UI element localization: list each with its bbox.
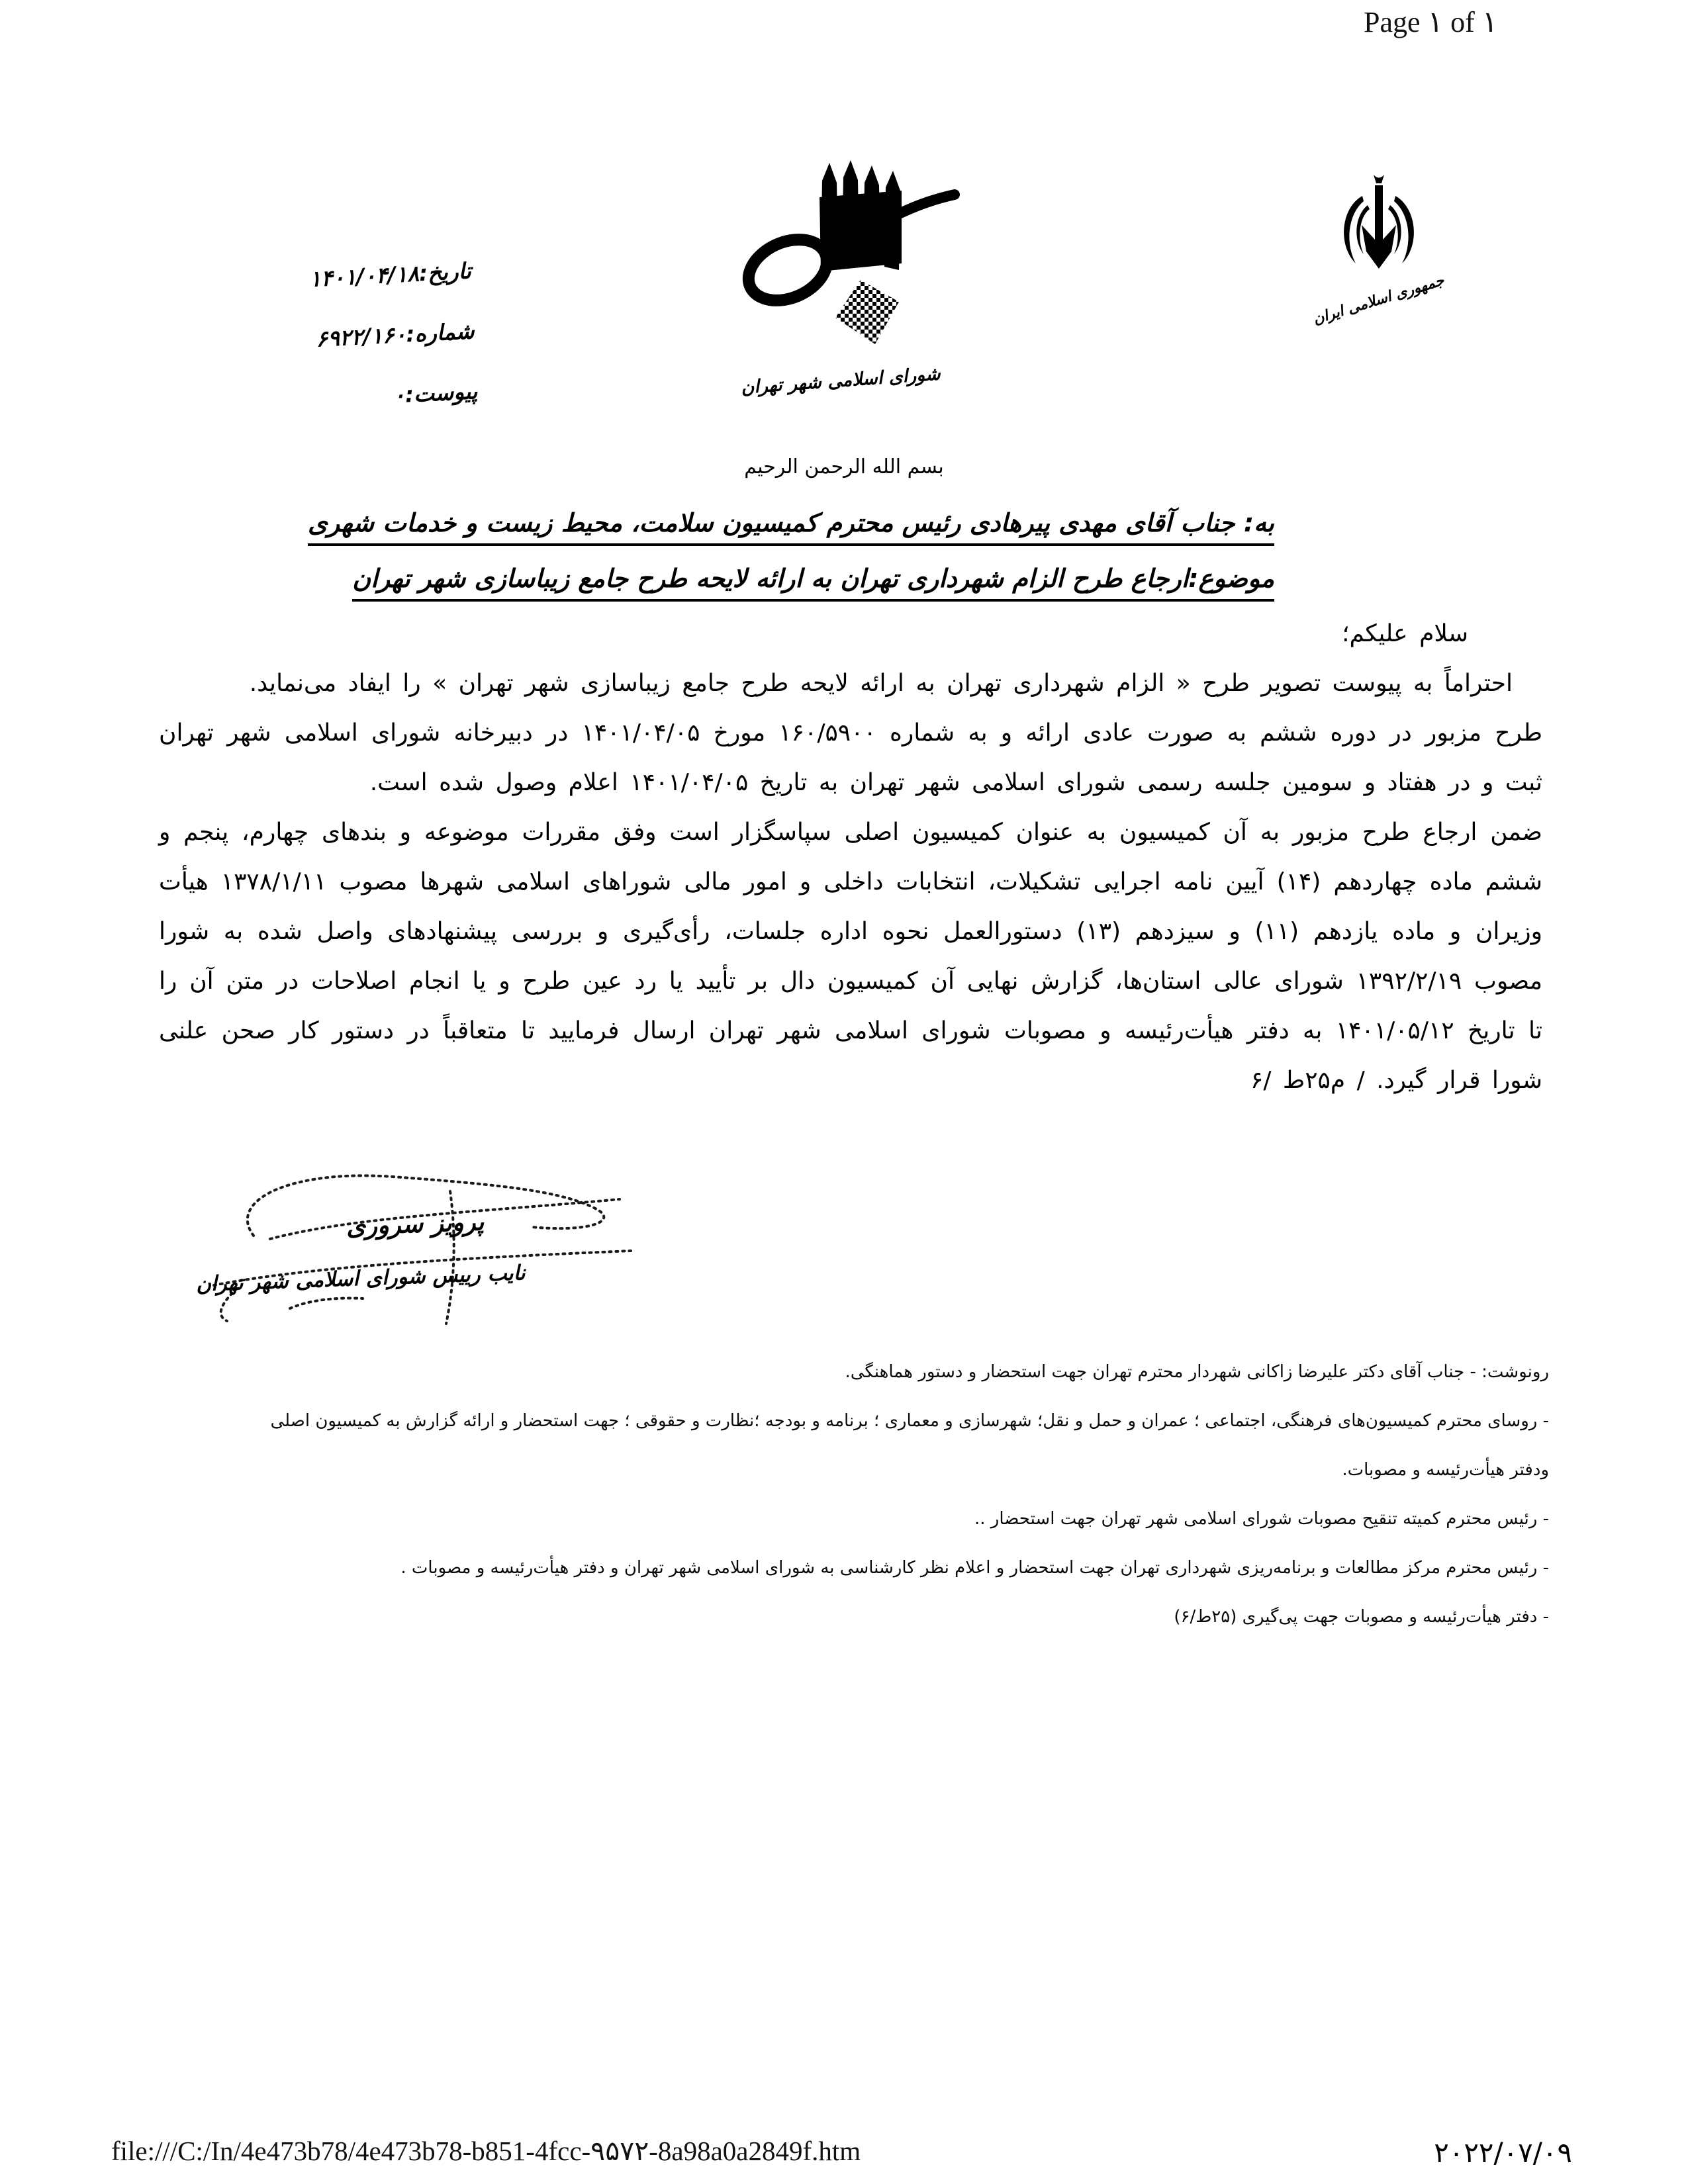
footer-date: ۲۰۲۲/۰۷/۰۹ [1434,2136,1572,2169]
salutation-line: سلام علیکم؛ [1342,620,1468,647]
council-logo [718,151,963,429]
recipient-line: به: جناب آقای مهدی پیرهادی رئیس محترم کمیسیون سلامت، محیط زیست و خدمات شهری [308,508,1274,537]
meta-attachment-field: پیوست:۰ [393,378,479,408]
page-number-label: Page ۱ of ۱ [1364,6,1498,38]
body-paragraph: احتراماً به پیوست تصویر طرح « الزام شهرداری تهران به ارائه لایحه طرح جامع زیباسازی شهر تهران » را ایفاد می‌نماید. [249,670,1513,697]
iran-emblem-wordmark: جمهوری اسلامی ایران [1311,272,1446,328]
iran-national-emblem [1296,171,1462,356]
subject-line: موضوع:ارجاع طرح الزام شهرداری تهران به ارائه لایحه طرح جامع زیباسازی شهر تهران [352,564,1274,593]
cc-list [113,1347,1549,1641]
signatory-name: پرویز سروری [346,1207,485,1241]
cc-line: ودفتر هیأت‌رئیسه و مصوبات. [1342,1460,1549,1480]
letter-body [159,609,1542,1105]
meta-number-field: شماره:۶۹۲۲/۱۶۰ [315,318,475,352]
cc-line: - رئیس محترم مرکز مطالعات و برنامه‌ریزی شهرداری تهران جهت استحضار و اعلام نظر کارشناسی به شورای اسلامی شهر تهران و دفتر هیأت‌رئیسه و مصوبات . [400,1558,1549,1578]
letter-meta-block [246,257,480,449]
signatory-title: نایب رییس شورای اسلامی شهر تهران [195,1261,526,1297]
cc-line: رونوشت: - جناب آقای دکتر علیرضا زاکانی شهردار محترم تهران جهت استحضار و دستور هماهنگی. [845,1362,1549,1382]
bismillah-line: بسم الله الرحمن الرحیم [744,455,944,478]
cc-line: - رئیس محترم کمیته تنقیح مصوبات شورای اسلامی شهر تهران جهت استحضار .. [974,1509,1549,1529]
cc-line: - دفتر هیأت‌رئیسه و مصوبات جهت پی‌گیری (۲۵ط/۶) [1174,1607,1549,1627]
signature-block [191,1153,647,1332]
cc-line: - روسای محترم کمیسیون‌های فرهنگی، اجتماعی ؛ عمران و حمل و نقل؛ شهرسازی و معماری ؛ برنامه و بودجه ؛نظارت و حقوقی ؛ جهت استحضار و ارائه گزارش به کمیسیون اصلی [270,1411,1549,1431]
body-paragraph: طرح مزبور در دوره ششم به صورت عادی ارائه و به شماره ۱۶۰/۵۹۰۰ مورخ ۱۴۰۱/۰۴/۰۵ در دبیرخانه شورای اسلامی شهر تهران ثبت و در هفتاد و سومین جلسه رسمی شورای اسلامی شهر تهران به تاریخ ۱۴۰۱/۰۴/۰۵ اعلام وصول شده است. [159,719,1542,796]
meta-date-field: تاریخ:۱۴۰۱/۰۴/۱۸ [308,257,472,293]
council-logo-icon [718,151,963,369]
council-logo-wordmark: شورای اسلامی شهر تهران [740,363,941,398]
body-paragraph: ضمن ارجاع طرح مزبور به آن کمیسیون به عنوان کمیسیون اصلی سپاسگزار است وفق مقررات موضوعه و بندهای چهارم، پنجم و ششم ماده چهاردهم (۱۴) آیین نامه اجرایی تشکیلات، انتخابات داخلی و امور مالی شوراهای اسلامی شهرها مصوب ۱۳۷۸/۱/۱۱ هیأت وزیران و ماده یازدهم (۱۱) و سیزدهم (۱۳) دستورالعمل نحوه اداره جلسات، رأی‌گیری و بررسی پیشنهادهای واصل شده به شورا مصوب ۱۳۹۲/۲/۱۹ شورای عالی استان‌ها، گزارش نهایی آن کمیسیون دال بر تأیید یا رد عین طرح و یا انجام اصلاحات در متن آن را تا تاریخ ۱۴۰۱/۰۵/۱۲ به دفتر هیأت‌رئیسه و مصوبات شورای اسلامی شهر تهران ارسال فرمایید تا متعاقباً در دستور کار صحن علنی شورا قرار گیرد. / م۲۵ط /۶ [159,819,1543,1094]
footer-file-path: file:///C:/In/4e473b78/4e473b78-b851-4fcc-۹۵۷۲-8a98a0a2849f.htm [111,2136,861,2166]
